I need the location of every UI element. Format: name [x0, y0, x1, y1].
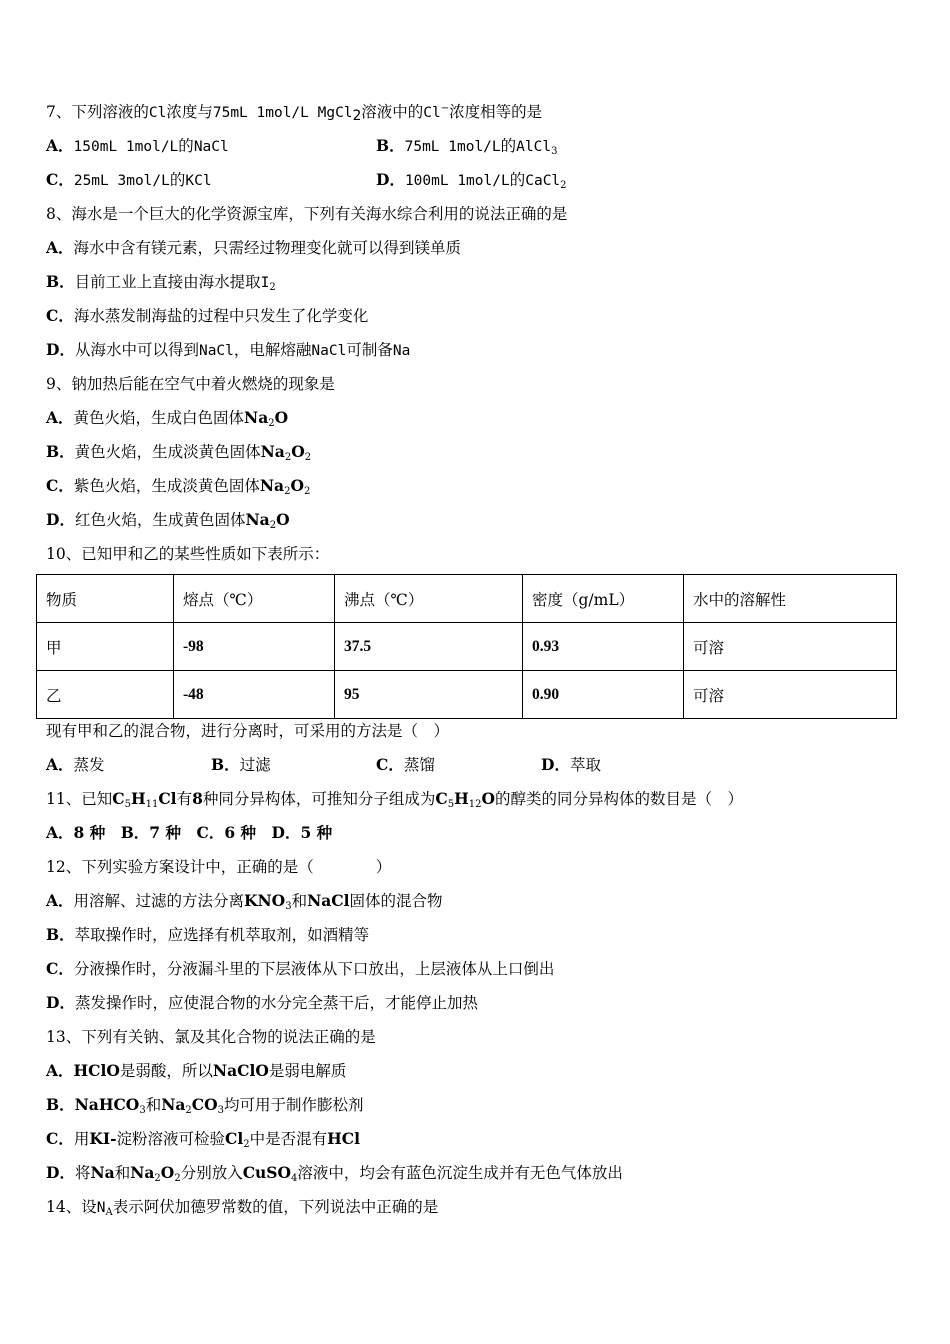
q14-sub: A — [105, 1207, 113, 1218]
q9-c-sub: 2 — [284, 486, 291, 497]
q9-d-chem: Na — [245, 510, 270, 529]
q12-option-b — [46, 925, 369, 945]
q8-b-chem: I — [260, 275, 270, 291]
table-header-cell: 沸点（℃） — [335, 575, 523, 623]
q13-d-sub3: 4 — [291, 1173, 298, 1184]
q13-b-sub2b: 3 — [217, 1105, 225, 1116]
q9-a-text: 黄色火焰，生成白色固体 — [73, 409, 245, 427]
q8-d-label: D． — [46, 340, 75, 359]
q10-c-label: C． — [376, 755, 404, 774]
q13-c-text-a: 用 — [73, 1130, 90, 1148]
q7-a-tail: 的 — [178, 137, 194, 155]
q8-option-c — [46, 306, 368, 326]
q13-a-chem2: NaClO — [212, 1061, 269, 1080]
q13-b-chem2b: CO — [191, 1095, 218, 1114]
q7-option-b — [376, 136, 557, 157]
q13-c-chem3: HCl — [327, 1129, 361, 1148]
q11-text-a: 11、已知 — [46, 790, 113, 808]
q11-chem1b: H — [130, 789, 146, 808]
q12-c-text: 分液操作时，分液漏斗里的下层液体从下口放出，上层液体从上口倒出 — [73, 960, 555, 978]
table-header-cell: 熔点（℃） — [174, 575, 335, 623]
table-header-row — [37, 575, 897, 623]
q11-text-b: 有 — [176, 790, 193, 808]
q8-option-b — [46, 272, 276, 293]
q13-c-sub2: 2 — [243, 1139, 250, 1150]
q11-chem2c: O — [481, 789, 496, 808]
q7-stem-sup: − — [440, 103, 450, 114]
q13-c-chem1: KI- — [89, 1129, 117, 1148]
q10-d-label: D． — [541, 755, 570, 774]
q12-b-label: B． — [46, 925, 75, 944]
q10-stem: 10、已知甲和乙的某些性质如下表所示： — [46, 545, 330, 563]
q11-stem — [46, 789, 743, 809]
q8-a-text: 海水中含有镁元素，只需经过物理变化就可以得到镁单质 — [73, 239, 462, 257]
table-cell: 乙 — [37, 671, 174, 719]
table-cell: 可溶 — [684, 671, 897, 719]
q12-a-text-b: 和 — [291, 892, 308, 910]
q11-chem2b: H — [454, 789, 469, 808]
q13-d-chem2: Na — [130, 1163, 155, 1182]
q13-a-chem1: HClO — [73, 1061, 120, 1080]
q8-d-chem2: NaCl — [311, 343, 347, 359]
q13-d-text-b: 和 — [114, 1164, 131, 1182]
q13-b-sub1: 3 — [139, 1105, 146, 1116]
q12-option-a — [46, 891, 443, 911]
q9-c-sub2: 2 — [303, 486, 311, 497]
q11-sub2: 5 — [447, 799, 455, 810]
table-cell: 0.90 — [523, 671, 684, 719]
table-header-cell: 密度（g/mL） — [523, 575, 684, 623]
q13-d-label: D． — [46, 1163, 75, 1182]
q10-option-a — [46, 755, 105, 775]
q12-d-label: D． — [46, 993, 75, 1012]
q13-c-text-c: 中是否混有 — [249, 1130, 328, 1148]
q7-stem-vol: 75mL 1mol/L MgCl — [212, 105, 353, 121]
q11-sub2b: 12 — [468, 799, 482, 810]
q12-a-text-c: 固体的混合物 — [349, 892, 443, 910]
q9-d-text: 红色火焰，生成黄色固体 — [74, 511, 246, 529]
q9-b-chem2: O — [291, 442, 305, 461]
q12-option-d — [46, 993, 478, 1013]
q12-a-text-a: 用溶解、过滤的方法分离 — [73, 892, 245, 910]
q13-option-b — [46, 1095, 364, 1115]
q8-stem: 8、海水是一个巨大的化学资源宝库，下列有关海水综合利用的说法正确的是 — [46, 205, 568, 223]
q9-b-sub: 2 — [284, 452, 292, 463]
table-cell: 95 — [335, 671, 523, 719]
q7-c-chem: KCl — [185, 173, 212, 189]
q12-stem: 12、下列实验方案设计中，正确的是（ ） — [46, 858, 392, 876]
q9-c-chem2: O — [290, 476, 304, 495]
q14-chem: N — [96, 1200, 106, 1216]
q13-d-chem3: CuSO — [242, 1163, 292, 1182]
table-row — [37, 671, 897, 719]
q8-b-label: B． — [46, 272, 75, 291]
q7-stem-text-b: 浓度与 — [166, 103, 213, 121]
q7-stem-sub: 2 — [352, 108, 362, 124]
q8-b-text: 目前工业上直接由海水提取 — [74, 273, 261, 291]
q7-b-chem: AlCl — [516, 139, 552, 155]
q11-sub1b: 11 — [145, 799, 159, 810]
q7-option-d — [376, 170, 567, 191]
q14-text-b: 表示阿伏加德罗常数的值，下列说法中正确的是 — [112, 1198, 439, 1216]
table-row — [37, 623, 897, 671]
q7-b-text: 75mL 1mol/L — [404, 139, 501, 155]
q9-a-chem: Na — [244, 408, 269, 427]
q13-a-text-a: 是弱酸，所以 — [119, 1062, 213, 1080]
q11-num: 8 — [192, 789, 203, 808]
q13-d-chem2b: O — [160, 1163, 175, 1182]
q9-d-label: D． — [46, 510, 75, 529]
q7-a-text: 150mL 1mol/L — [73, 139, 179, 155]
q7-b-sub: 3 — [551, 146, 558, 157]
q9-b-label: B． — [46, 442, 75, 461]
q12-option-c — [46, 959, 554, 979]
q10-b-text: 过滤 — [239, 756, 271, 774]
q7-stem-text-d: 浓度相等的是 — [449, 103, 543, 121]
q9-option-a — [46, 408, 288, 428]
q11-text-c: 种同分异构体，可推知分子组成为 — [202, 790, 436, 808]
properties-table — [36, 574, 897, 719]
q13-b-label: B． — [46, 1095, 75, 1114]
q7-d-label: D． — [376, 170, 405, 189]
q9-b-sub2: 2 — [304, 452, 312, 463]
q13-c-chem2: Cl — [225, 1129, 244, 1148]
table-cell: 0.93 — [523, 623, 684, 671]
q13-a-text-b: 是弱电解质 — [268, 1062, 347, 1080]
q13-c-label: C． — [46, 1129, 74, 1148]
q14-text-a: 14、设 — [46, 1198, 97, 1216]
q7-c-tail: 的 — [169, 171, 186, 189]
q13-d-text-c: 分别放入 — [180, 1164, 243, 1182]
q13-d-text-a: 将 — [74, 1164, 91, 1182]
q13-stem: 13、下列有关钠、氯及其化合物的说法正确的是 — [46, 1028, 376, 1046]
q9-option-c — [46, 476, 310, 496]
q8-d-text-a: 从海水中可以得到 — [74, 341, 199, 359]
q10-option-d — [541, 755, 601, 775]
q7-c-text: 25mL 3mol/L — [73, 173, 170, 189]
q7-d-tail: 的 — [509, 171, 526, 189]
q10-d-text: 萃取 — [569, 756, 601, 774]
q13-a-label: A． — [46, 1061, 74, 1080]
q7-stem-cl2: Cl — [423, 105, 441, 121]
q10-after: 现有甲和乙的混合物，进行分离时，可采用的方法是（ ） — [46, 722, 450, 740]
q8-a-label: A． — [46, 238, 74, 257]
q14-stem — [46, 1197, 438, 1218]
q13-b-chem2: Na — [161, 1095, 186, 1114]
q8-d-chem1: NaCl — [198, 343, 234, 359]
q9-a-label: A． — [46, 408, 74, 427]
q11-sub1: 5 — [124, 799, 131, 810]
q7-b-label: B． — [376, 136, 405, 155]
table-cell: 可溶 — [684, 623, 897, 671]
q12-a-chem1: KNO — [244, 891, 286, 910]
q13-option-a — [46, 1061, 346, 1081]
q11-options: A．8 种 B．7 种 C．6 种 D．5 种 — [46, 823, 333, 842]
q8-option-d — [46, 340, 410, 361]
q11-chem1c: Cl — [158, 789, 177, 808]
q12-a-chem2: NaCl — [307, 891, 350, 910]
q9-b-text: 黄色火焰，生成淡黄色固体 — [74, 443, 261, 461]
q11-chem2: C — [435, 789, 448, 808]
q13-b-text-b: 均可用于制作膨松剂 — [224, 1096, 364, 1114]
q7-a-label: A． — [46, 136, 74, 155]
q9-c-text: 紫色火焰，生成淡黄色固体 — [73, 477, 260, 495]
q10-option-c — [376, 755, 435, 775]
q7-d-chem: CaCl — [525, 173, 561, 189]
q7-option-c — [46, 170, 212, 191]
q7-stem — [46, 102, 542, 123]
q9-c-chem: Na — [259, 476, 285, 495]
q13-c-text-b: 淀粉溶液可检验 — [116, 1130, 226, 1148]
q9-d-chem2: O — [276, 510, 290, 529]
q8-c-text: 海水蒸发制海盐的过程中只发生了化学变化 — [73, 307, 369, 325]
q10-a-label: A． — [46, 755, 74, 774]
q10-a-text: 蒸发 — [73, 756, 105, 774]
q13-option-d — [46, 1163, 623, 1183]
q11-text-d: 的醇类的同分异构体的数目是（ ） — [495, 790, 744, 808]
q9-stem: 9、钠加热后能在空气中着火燃烧的现象是 — [46, 375, 335, 393]
q12-b-text: 萃取操作时，应选择有机萃取剂，如酒精等 — [74, 926, 370, 944]
q13-d-text-d: 溶液中，均会有蓝色沉淀生成并有无色气体放出 — [297, 1164, 623, 1182]
q13-b-text-a: 和 — [145, 1096, 162, 1114]
q13-d-sub2: 2 — [154, 1173, 161, 1184]
q7-a-chem: NaCl — [193, 139, 229, 155]
q12-c-label: C． — [46, 959, 74, 978]
q10-option-b — [211, 755, 271, 775]
q7-option-a — [46, 136, 229, 157]
table-header-cell: 水中的溶解性 — [684, 575, 897, 623]
q8-b-sub: 2 — [269, 282, 276, 293]
q13-d-sub2b: 2 — [174, 1173, 181, 1184]
q8-c-label: C． — [46, 306, 74, 325]
q8-d-text-b: ，电解熔融 — [233, 341, 312, 359]
q7-stem-text: 7、下列溶液的 — [46, 103, 149, 121]
q9-a-sub: 2 — [268, 418, 275, 429]
table-cell: 37.5 — [335, 623, 523, 671]
q9-d-sub: 2 — [269, 520, 277, 531]
table-cell: -48 — [174, 671, 335, 719]
q7-stem-text-c: 溶液中的 — [361, 103, 424, 121]
q13-b-chem1: NaHCO — [74, 1095, 140, 1114]
q7-stem-cl: Cl — [148, 105, 167, 121]
q9-option-b — [46, 442, 311, 462]
q7-d-text: 100mL 1mol/L — [404, 173, 510, 189]
q10-b-label: B． — [211, 755, 240, 774]
q12-a-label: A． — [46, 891, 74, 910]
q8-d-chem3: Na — [392, 343, 411, 359]
table-cell: -98 — [174, 623, 335, 671]
q12-d-text: 蒸发操作时，应使混合物的水分完全蒸干后，才能停止加热 — [74, 994, 478, 1012]
q13-option-c — [46, 1129, 360, 1149]
q11-chem1: C — [112, 789, 125, 808]
q8-d-text-c: 可制备 — [346, 341, 393, 359]
table-header-cell: 物质 — [37, 575, 174, 623]
q9-c-label: C． — [46, 476, 74, 495]
q7-c-label: C． — [46, 170, 74, 189]
q9-option-d — [46, 510, 290, 530]
q9-a-chem2: O — [274, 408, 289, 427]
q12-a-sub1: 3 — [285, 901, 292, 912]
q9-b-chem: Na — [260, 442, 285, 461]
q7-b-tail: 的 — [500, 137, 517, 155]
q7-d-sub: 2 — [560, 180, 567, 191]
q13-d-chem1: Na — [90, 1163, 115, 1182]
q8-option-a — [46, 238, 461, 258]
q13-b-sub2: 2 — [185, 1105, 192, 1116]
table-cell: 甲 — [37, 623, 174, 671]
q10-c-text: 蒸馏 — [403, 756, 435, 774]
